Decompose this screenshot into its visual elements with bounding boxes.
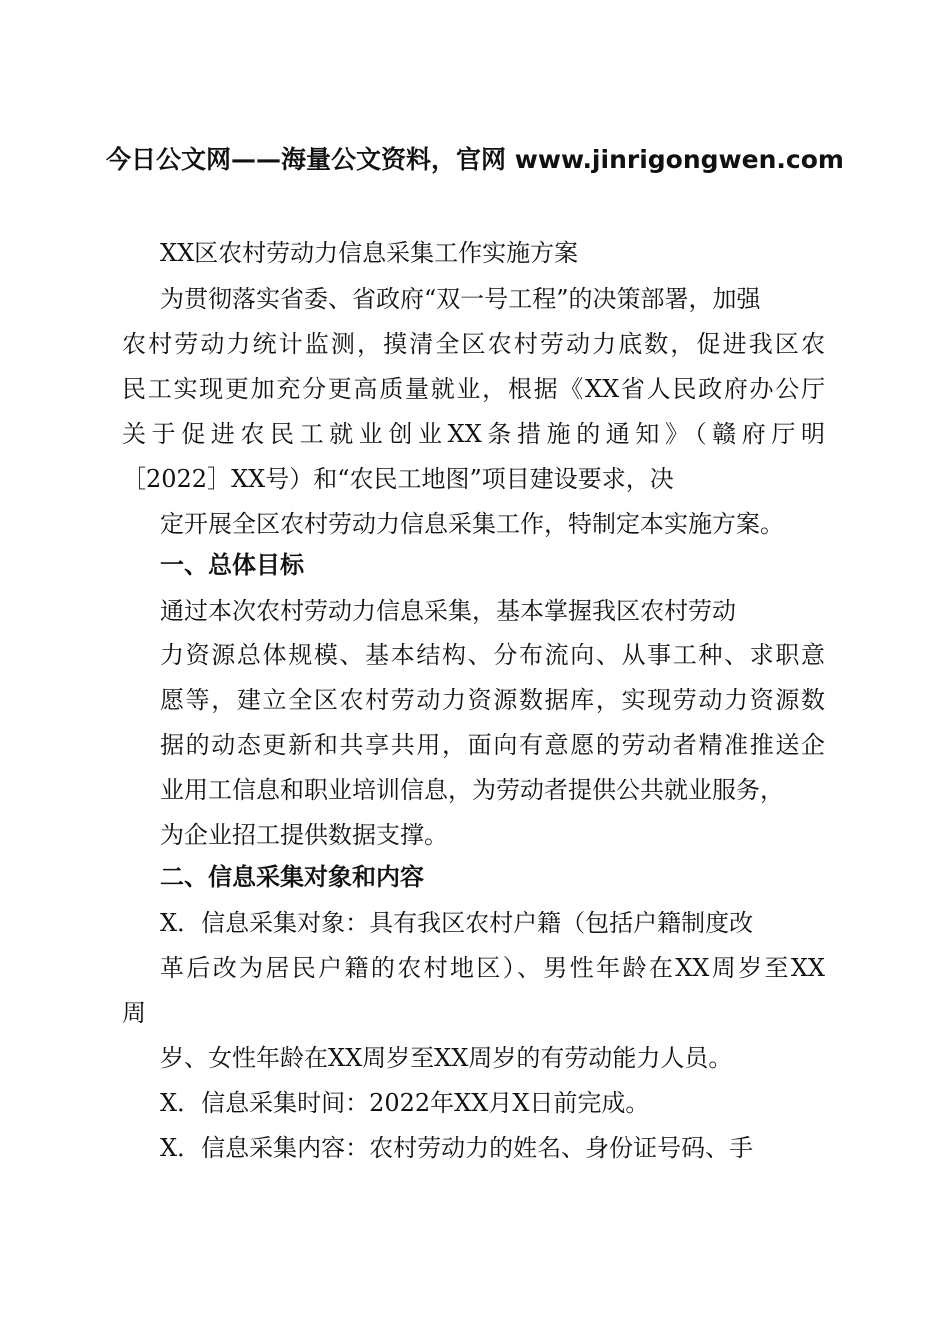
paragraph-line: 民工实现更加充分更高质量就业，根据《XX省人民政府办公厅	[122, 375, 825, 403]
document-title: XX区农村劳动力信息采集工作实施方案	[160, 239, 579, 267]
site-header: 今日公文网——海量公文资料，官网 www.jinrigongwen.com	[106, 145, 844, 174]
section-heading-1: 一、总体目标	[160, 551, 304, 579]
paragraph-line: 周	[122, 999, 146, 1027]
paragraph-line: 据的动态更新和共享共用，面向有意愿的劳动者精准推送企	[160, 731, 825, 759]
paragraph-line: 为贯彻落实省委、省政府“双一号工程”的决策部署，加强	[160, 285, 761, 313]
paragraph-line: 农村劳动力统计监测，摸清全区农村劳动力底数，促进我区农	[122, 330, 825, 358]
paragraph-line: X．信息采集内容：农村劳动力的姓名、身份证号码、手	[160, 1134, 754, 1162]
paragraph-line: 为企业招工提供数据支撑。	[160, 821, 448, 849]
paragraph-line: 定开展全区农村劳动力信息采集工作，特制定本实施方案。	[160, 510, 784, 538]
paragraph-line: X．信息采集时间：2022年XX月X日前完成。	[160, 1089, 650, 1117]
paragraph-line: 业用工信息和职业培训信息，为劳动者提供公共就业服务，	[160, 776, 784, 804]
paragraph-line: 通过本次农村劳动力信息采集，基本掌握我区农村劳动	[160, 597, 736, 625]
paragraph-line: 力资源总体规模、基本结构、分布流向、从事工种、求职意	[160, 641, 825, 669]
paragraph-line: ［2022］XX号）和“农民工地图”项目建设要求，决	[122, 465, 674, 493]
paragraph-line: 岁、女性年龄在XX周岁至XX周岁的有劳动能力人员。	[160, 1044, 733, 1072]
paragraph-line: X．信息采集对象：具有我区农村户籍（包括户籍制度改	[160, 909, 754, 937]
paragraph-line: 愿等，建立全区农村劳动力资源数据库，实现劳动力资源数	[160, 686, 825, 714]
section-heading-2: 二、信息采集对象和内容	[160, 863, 424, 891]
paragraph-line: 关于促进农民工就业创业XX条措施的通知》（赣府厅明	[122, 420, 825, 448]
paragraph-line: 革后改为居民户籍的农村地区）、男性年龄在XX周岁至XX	[160, 954, 825, 982]
